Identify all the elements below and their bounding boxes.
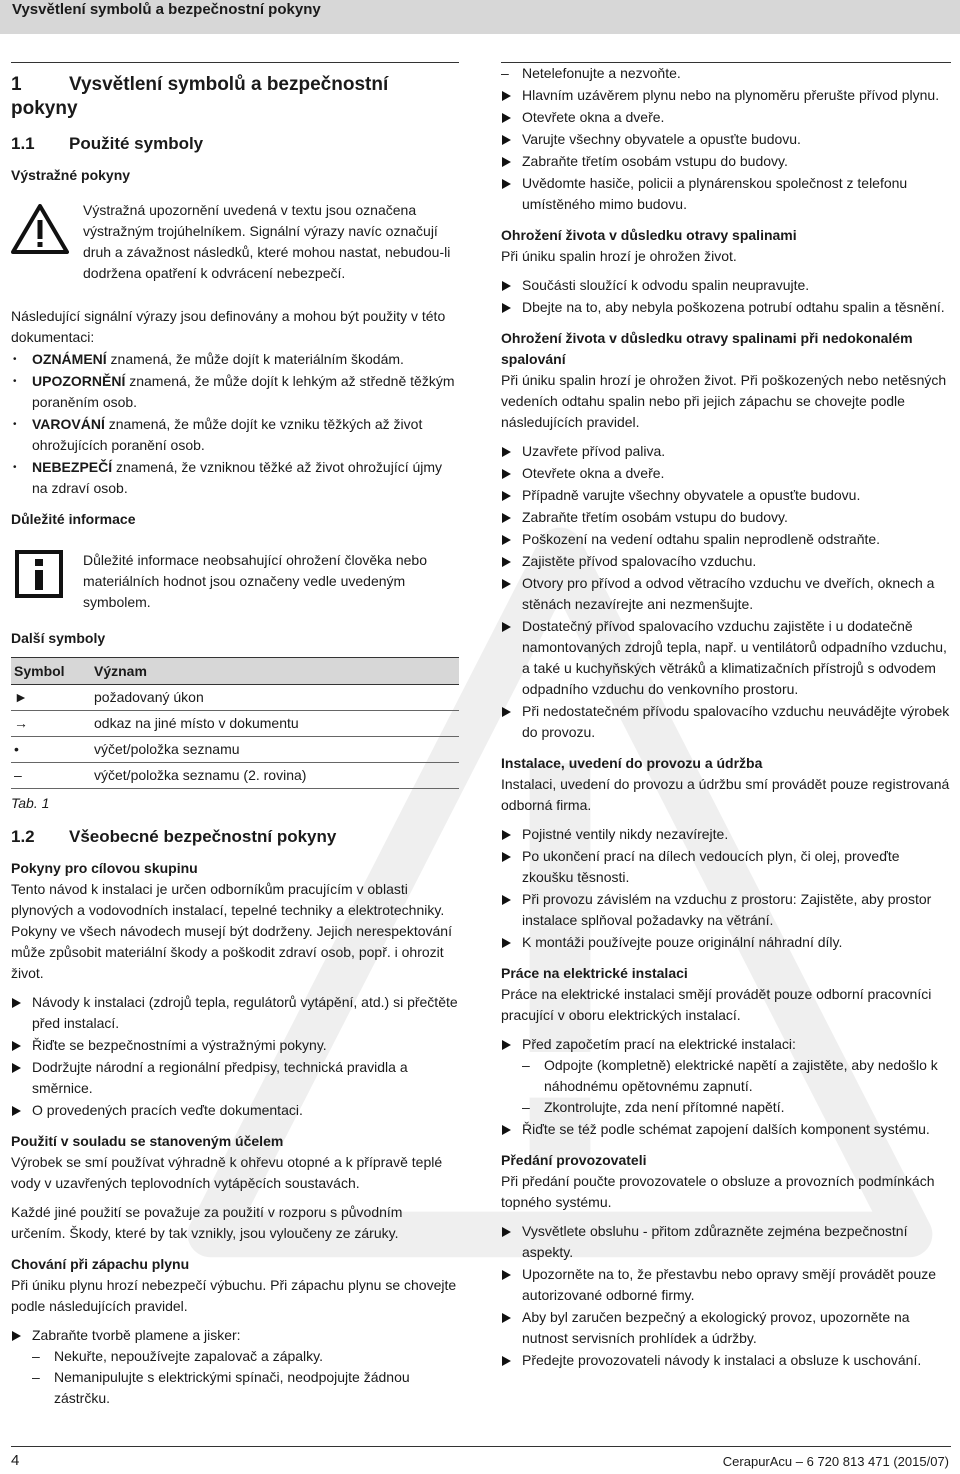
list-item: – Nekuřte, nepoužívejte zapalovač a zápalky. — [32, 1346, 459, 1367]
signal-words-list — [11, 349, 459, 499]
list-item: Před započetím prací na elektrické instalaci: — [501, 1034, 951, 1055]
list-item: Uvědomte hasiče, policii a plynárenskou společnost z telefonu umístěného mimo budovu. — [501, 173, 951, 215]
list-item: Po ukončení prací na dílech vedoucích plyn, či olej, proveďte zkoušku těsnosti. — [501, 846, 951, 888]
warning-notice-text: Výstražná upozornění uvedená v textu jsou označena výstražným trojúhelníkem. Signální výrazy navíc označují druh a závažnost následků, které mohou nastat, nebudou-li dodržena opatření k odvrácení nebezpečí. — [83, 202, 451, 281]
gas-actions-list — [11, 1325, 459, 1346]
warning-notice — [11, 194, 459, 306]
electrical-sub-list — [522, 1055, 951, 1118]
gas-continued-actions — [501, 85, 951, 215]
section-1-1-heading: 1.1 Použité symboly — [11, 134, 204, 153]
list-item: Upozorněte na to, že přestavbu nebo opravy smějí provádět pouze autorizované odborné firmy. — [501, 1264, 951, 1306]
table-header: Význam — [93, 658, 459, 685]
symbols-table — [11, 657, 459, 789]
list-item: – Zkontrolujte, zda není přítomné napětí. — [522, 1097, 951, 1118]
list-item: Zabraňte tvorbě plamene a jisker: — [11, 1325, 459, 1346]
electrical-actions-2 — [501, 1119, 951, 1140]
list-item: Pojistné ventily nikdy nezavírejte. — [501, 824, 951, 845]
flue-gas-actions — [501, 275, 951, 318]
handover-text: Při předání poučte provozovatele o obsluze a provozních podmínkách topného systému. — [501, 1173, 935, 1210]
list-item: Dbejte na to, aby nebyla poškozena potrubí odtahu spalin a těsnění. — [501, 297, 951, 318]
gas-sub-list — [32, 1346, 459, 1409]
table-row: ► požadovaný úkon — [11, 685, 459, 711]
list-item: Otevřete okna a dveře. — [501, 463, 951, 484]
table-header-row — [11, 658, 459, 685]
table-row: → odkaz na jiné místo v dokumentu — [11, 711, 459, 737]
installation-text: Instalaci, uvedení do provozu a údržbu smí provádět pouze registrovaná odborná firma. — [501, 776, 950, 813]
gas-smell-text: Při úniku plynu hrozí nebezpečí výbuchu. Při zápachu plynu se chovejte podle následujících pravidel. — [11, 1277, 457, 1314]
left-column — [11, 62, 459, 1409]
incomplete-combustion-actions — [501, 441, 951, 743]
list-item: Při provozu závislém na vzduchu z prostoru: Zajistěte, aby prostor instalace splňoval požadavky na větrání. — [501, 889, 951, 931]
gas-smell-heading: Chování při zápachu plynu — [11, 1256, 190, 1272]
list-item: Otevřete okna a dveře. — [501, 107, 951, 128]
footer-divider — [11, 1446, 951, 1447]
list-item: K montáži používejte pouze originální náhradní díly. — [501, 932, 951, 953]
table-header: Symbol — [11, 658, 93, 685]
target-group-text: Tento návod k instalaci je určen odborníkům pracujícím v oblasti plynových a vodovodních instalací, tepelné techniky a elektrotechniky. Pokyny ve všech návodech musejí být dodrženy. Jejich nerespektování může způsobit materiální škody a poškodit zdraví osob, popř. i ohrozit život. — [11, 881, 452, 981]
warnings-heading: Výstražné pokyny — [11, 167, 131, 183]
list-item: • UPOZORNĚNÍ znamená, že může dojít k lehkým až středně těžkým poraněním osob. — [11, 371, 459, 413]
list-item: Zabraňte třetím osobám vstupu do budovy. — [501, 507, 951, 528]
page-header — [0, 0, 960, 34]
list-item: – Nemanipulujte s elektrickými spínači, neodpojujte žádnou zástrčku. — [32, 1367, 459, 1409]
list-item: Dodržujte národní a regionální předpisy, technická pravidla a směrnice. — [11, 1057, 459, 1099]
list-item: Otvory pro přívod a odvod větracího vzduchu ve dveřích, oknech a stěnách nezavírejte ani nezmenšujte. — [501, 573, 951, 615]
list-item: – Netelefonujte a nezvoňte. — [501, 63, 951, 84]
flue-gas-heading: Ohrožení života v důsledku otravy spalinami — [501, 227, 797, 243]
intended-use-text-2: Každé jiné použití se považuje za použití v rozporu s původním určením. Škody, které by tak vznikly, jsou vyloučeny ze záruky. — [11, 1204, 403, 1241]
list-item: Zabraňte třetím osobám vstupu do budovy. — [501, 151, 951, 172]
list-item: Řiďte se též podle schémat zapojení dalších komponent systému. — [501, 1119, 951, 1140]
list-item: • VAROVÁNÍ znamená, že může dojít ke vzniku těžkých až život ohrožujících poranění osob. — [11, 414, 459, 456]
list-item: Poškození na vedení odtahu spalin neprodleně odstraňte. — [501, 529, 951, 550]
incomplete-combustion-heading: Ohrožení života v důsledku otravy spalinami při nedokonalém spalování — [501, 330, 913, 367]
warning-triangle-icon — [11, 204, 69, 254]
list-item: Případně varujte všechny obyvatele a opusťte budovu. — [501, 485, 951, 506]
handover-actions — [501, 1221, 951, 1371]
list-item: Uzavřete přívod paliva. — [501, 441, 951, 462]
info-notice — [11, 540, 459, 618]
other-symbols-heading: Další symboly — [11, 630, 106, 646]
signal-intro: Následující signální výrazy jsou definovány a mohou být použity v této dokumentaci: — [11, 308, 446, 345]
list-item: Zajistěte přívod spalovacího vzduchu. — [501, 551, 951, 572]
electrical-actions — [501, 1034, 951, 1055]
list-item: Vysvětlete obsluhu - přitom zdůrazněte zejména bezpečnostní aspekty. — [501, 1221, 951, 1263]
electrical-text: Práce na elektrické instalaci smějí provádět pouze odborní pracovníci pracující v oboru elektrických instalací. — [501, 986, 932, 1023]
gas-continued-dash-list — [501, 63, 951, 84]
list-item: Návody k instalaci (zdrojů tepla, regulátorů vytápění, atd.) si přečtěte před instalací. — [11, 992, 459, 1034]
list-item: Dostatečný přívod spalovacího vzduchu zajistěte i u dodatečně namontovaných zdrojů tepla, např. u ventilátorů odpadního vzduchu, a také u kuchyňských větráků a klimatizačních přístrojů s odvodem odpadního vzduchu do venkovního prostoru. — [501, 616, 951, 700]
document-reference: CerapurAcu – 6 720 813 471 (2015/07) — [722, 1454, 949, 1469]
target-group-heading: Pokyny pro cílovou skupinu — [11, 860, 198, 876]
page-number: 4 — [11, 1452, 20, 1469]
list-item: O provedených pracích veďte dokumentaci. — [11, 1100, 459, 1121]
info-notice-text: Důležité informace neobsahující ohrožení člověka nebo materiálních hodnot jsou označeny vedle uvedeným symbolem. — [83, 552, 427, 610]
list-item: Aby byl zaručen bezpečný a ekologický provoz, upozorněte na nutnost servisních prohlídek a údržby. — [501, 1307, 951, 1349]
section-1-2-heading: 1.2 Všeobecné bezpečnostní pokyny — [11, 827, 337, 846]
list-item: Řiďte se bezpečnostními a výstražnými pokyny. — [11, 1035, 459, 1056]
flue-gas-text: Při úniku spalin hrozí je ohrožen život. — [501, 248, 737, 264]
list-item: Varujte všechny obyvatele a opusťte budovu. — [501, 129, 951, 150]
installation-heading: Instalace, uvedení do provozu a údržba — [501, 755, 763, 771]
table-row: – výčet/položka seznamu (2. rovina) — [11, 763, 459, 789]
target-actions-list — [11, 992, 459, 1121]
intended-use-heading: Použití v souladu se stanoveným účelem — [11, 1133, 284, 1149]
table-caption: Tab. 1 — [11, 795, 50, 811]
right-column — [501, 62, 951, 1371]
info-heading: Důležité informace — [11, 511, 136, 527]
list-item: Při nedostatečném přívodu spalovacího vzduchu neuvádějte výrobek do provozu. — [501, 701, 951, 743]
header-title: Vysvětlení symbolů a bezpečnostní pokyny — [12, 1, 321, 18]
list-item: • OZNÁMENÍ znamená, že může dojít k materiálním škodám. — [11, 349, 459, 370]
chapter-heading: 1 Vysvětlení symbolů a bezpečnostní pokyny — [11, 74, 389, 119]
list-item: Hlavním uzávěrem plynu nebo na plynoměru přerušte přívod plynu. — [501, 85, 951, 106]
electrical-heading: Práce na elektrické instalaci — [501, 965, 688, 981]
table-row: • výčet/položka seznamu — [11, 737, 459, 763]
incomplete-combustion-text: Při úniku spalin hrozí je ohrožen život. Při poškozených nebo netěsných vedeních odtahu spalin nebo při jejich zápachu se chovejte podle následujících pravidel. — [501, 372, 947, 430]
list-item: – Odpojte (kompletně) elektrické napětí a zajistěte, aby nedošlo k náhodnému opětovnému zapnutí. — [522, 1055, 951, 1097]
intended-use-text: Výrobek se smí používat výhradně k ohřevu otopné a k přípravě teplé vody v uzavřených teplovodních vytápěcích soustavách. — [11, 1154, 443, 1191]
list-item: Součásti sloužící k odvodu spalin neupravujte. — [501, 275, 951, 296]
list-item: Předejte provozovateli návody k instalaci a obsluze k uschování. — [501, 1350, 951, 1371]
handover-heading: Předání provozovateli — [501, 1152, 647, 1168]
info-icon — [15, 550, 63, 598]
installation-actions — [501, 824, 951, 953]
list-item: • NEBEZPEČÍ znamená, že vzniknou těžké až život ohrožující újmy na zdraví osob. — [11, 457, 459, 499]
